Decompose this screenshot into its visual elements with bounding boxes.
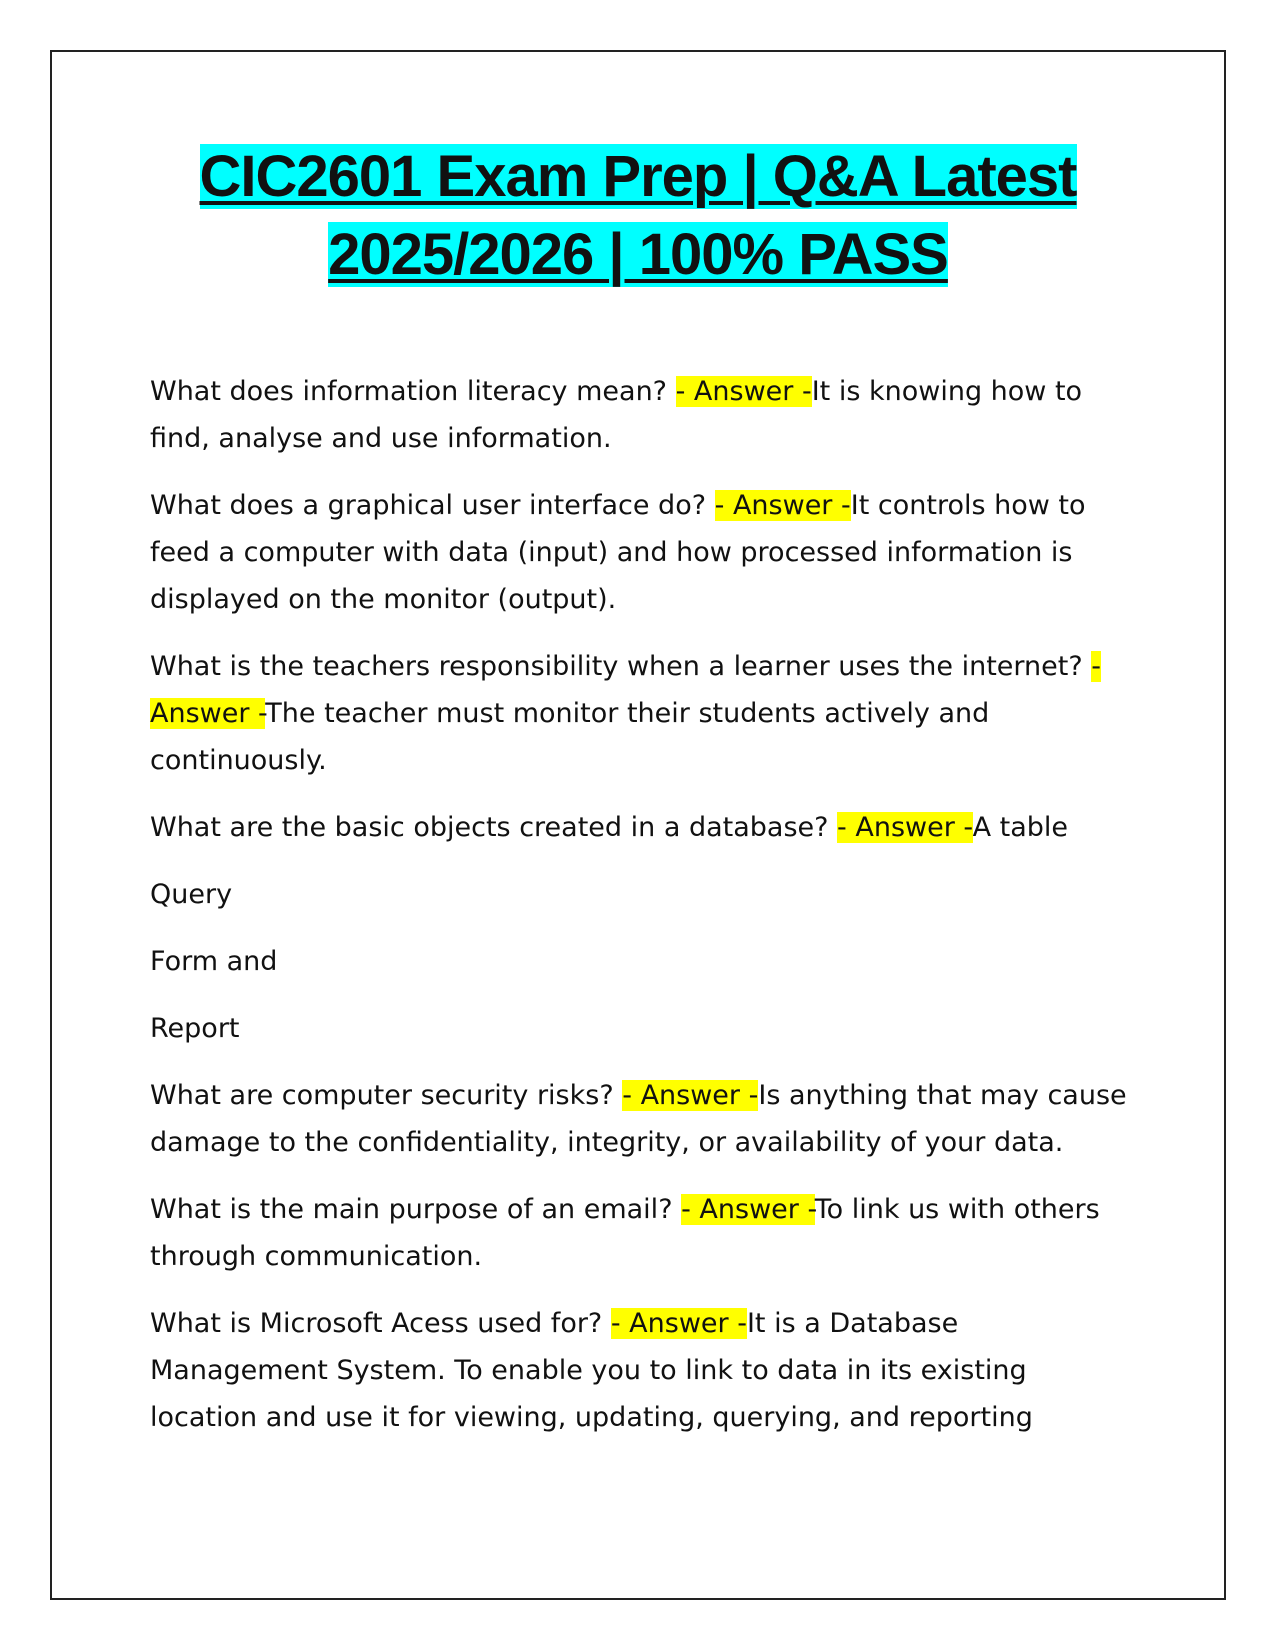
qa-item	[150, 1186, 1140, 1280]
answer-marker: - Answer -	[675, 376, 812, 407]
question-text: What is Microsoft Acess used for?	[150, 1308, 611, 1339]
answer-text: It is knowing how to find, analyse and use information.	[150, 376, 1083, 454]
title-line-2	[326, 221, 950, 289]
qa-item	[150, 643, 1140, 784]
answer-continuation: Report	[150, 1013, 240, 1044]
qa-list	[150, 368, 1140, 1461]
answer-text: Is anything that may cause damage to the confidentiality, integrity, or availability of your data.	[150, 1080, 1127, 1158]
answer-text: To link us with others through communication.	[150, 1194, 1100, 1272]
answer-marker: - Answer -	[837, 812, 973, 843]
qa-item	[150, 368, 1140, 462]
title-line-2-text: 2025/2026 | 100% PASS	[328, 222, 948, 287]
qa-item	[150, 804, 1140, 851]
qa-item	[150, 482, 1140, 623]
question-text: What does a graphical user interface do?	[150, 490, 715, 521]
answer-text: A table	[972, 812, 1068, 843]
answer-text: The teacher must monitor their students actively and continuously.	[150, 698, 990, 776]
title-line-1	[198, 143, 1079, 211]
answer-marker: - Answer -	[150, 651, 1102, 729]
question-text: What are computer security risks?	[150, 1080, 623, 1111]
qa-item	[150, 1072, 1140, 1166]
answer-marker: - Answer -	[610, 1308, 747, 1339]
answer-text: It is a Database Management System. To enable you to link to data in its existing location and use it for viewing, updating, querying, and reporting	[150, 1308, 1033, 1433]
question-text: What is the main purpose of an email?	[150, 1194, 682, 1225]
question-text: What does information literacy mean?	[150, 376, 676, 407]
answer-text: It controls how to feed a computer with data (input) and how processed information is displayed on the monitor (output).	[150, 490, 1086, 615]
answer-continuation: Form and	[150, 946, 278, 977]
document-title	[50, 143, 1226, 299]
qa-item	[150, 1300, 1140, 1441]
answer-marker: - Answer -	[714, 490, 851, 521]
question-text: What is the teachers responsibility when a learner uses the internet?	[150, 651, 1092, 682]
answer-continuation: Query	[150, 879, 233, 910]
answer-marker: - Answer -	[622, 1080, 759, 1111]
title-line-1-text: CIC2601 Exam Prep | Q&A Latest	[199, 144, 1077, 209]
question-text: What are the basic objects created in a database?	[150, 812, 838, 843]
answer-marker: - Answer -	[681, 1194, 815, 1225]
